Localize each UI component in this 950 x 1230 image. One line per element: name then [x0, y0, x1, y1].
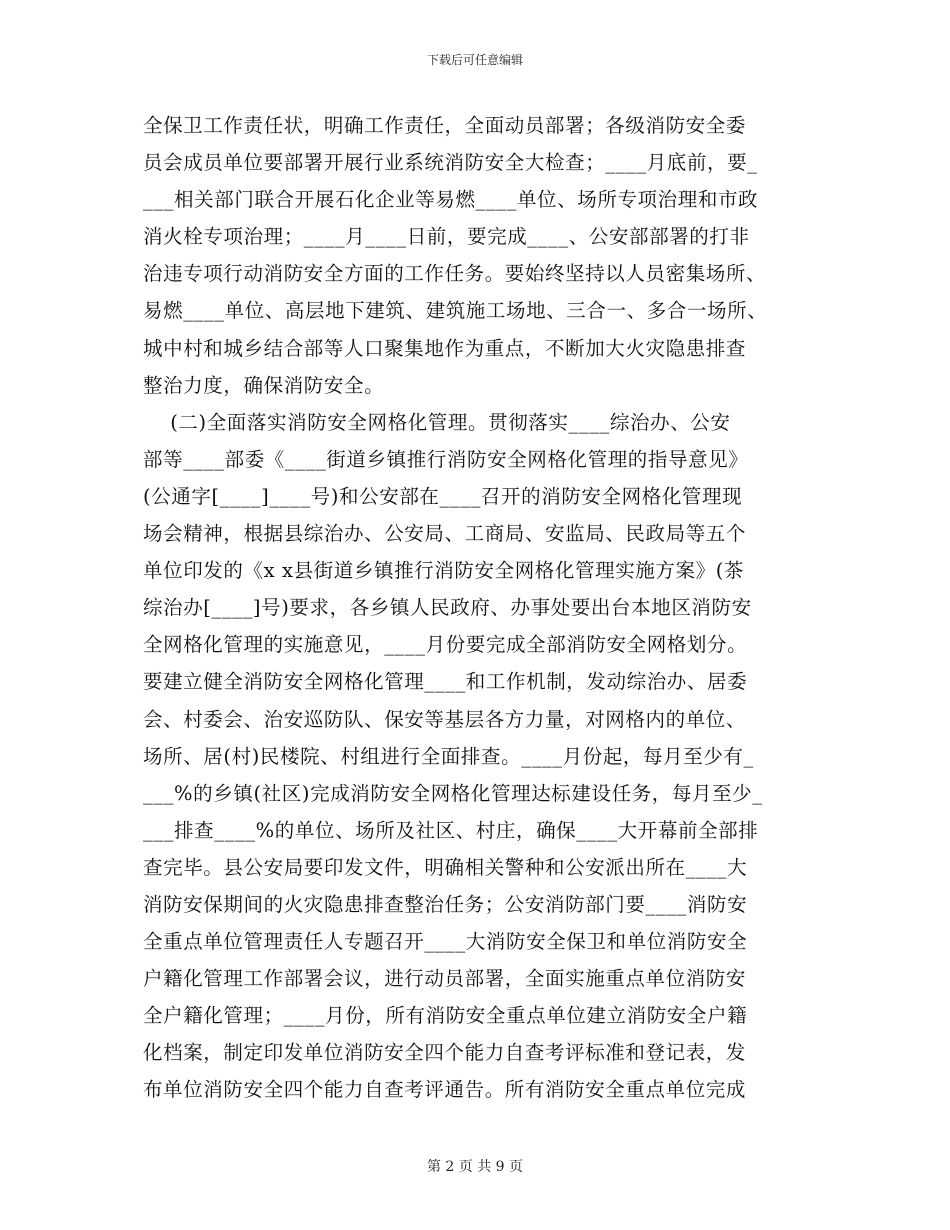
page-number: 第 2 页 共 9 页	[426, 1159, 524, 1175]
text-line: 员会成员单位要部署开展行业系统消防安全大检查；____月底前，要_	[143, 151, 758, 175]
text-line: ___排查____%的单位、场所及社区、村庄，确保____大开幕前全部排	[143, 818, 759, 842]
text-line: 城中村和城乡结合部等人口聚集地作为重点，不断加大火灾隐患排查	[143, 336, 747, 360]
text-line: 易燃____单位、高层地下建筑、建筑施工场地、三合一、多合一场所、	[143, 299, 768, 323]
text-line: 部等____部委《____街道乡镇推行消防安全网格化管理的指导意见》	[143, 447, 749, 471]
text-line: 场所、居(村)民楼院、村组进行全面排查。____月份起，每月至少有_	[143, 744, 754, 768]
text-line: 治违专项行动消防安全方面的工作任务。要始终坚持以人员密集场所、	[143, 262, 767, 286]
document-body	[143, 107, 807, 1109]
text-line: 单位印发的《x x县街道乡镇推行消防安全网格化管理实施方案》(茶	[143, 559, 745, 583]
text-line: 全户籍化管理；____月份，所有消防安全重点单位建立消防安全户籍	[143, 1004, 748, 1028]
text-line: 全重点单位管理责任人专题召开____大消防安全保卫和单位消防安全	[143, 930, 748, 954]
text-line: 消防安保期间的火灾隐患排查整治任务；公安消防部门要____消防安	[143, 892, 748, 916]
text-line: 要建立健全消防安全网格化管理____和工作机制，发动综治办、居委	[143, 670, 748, 694]
page-header-note: 下载后可任意编辑	[426, 53, 523, 67]
text-line: 布单位消防安全四个能力自查考评通告。所有消防安全重点单位完成	[143, 1078, 747, 1102]
text-line: (公通字[____]____号)和公安部在____召开的消防安全网格化管理现	[143, 484, 743, 508]
text-line: 消火栓专项治理；____月____日前，要完成____、公安部部署的打非	[143, 225, 750, 249]
text-line: (二)全面落实消防安全网格化管理。贯彻落实____综治办、公安	[143, 410, 731, 434]
text-line: 户籍化管理工作部署会议，进行动员部署，全面实施重点单位消防安	[143, 967, 747, 991]
text-line: 全保卫工作责任状，明确工作责任，全面动员部署；各级消防安全委	[143, 114, 747, 137]
text-line: 综治办[____]号)要求，各乡镇人民政府、办事处要出台本地区消防安	[143, 596, 752, 620]
text-line: 整治力度，确保消防安全。	[143, 373, 385, 397]
text-line: 会、村委会、治安巡防队、保安等基层各方力量，对网格内的单位、	[143, 707, 747, 731]
text-line: ___%的乡镇(社区)完成消防安全网格化管理达标建设任务，每月至少_	[143, 781, 763, 805]
text-line: ___相关部门联合开展石化企业等易燃____单位、场所专项治理和市政	[143, 188, 759, 212]
text-line: 场会精神，根据县综治办、公安局、工商局、安监局、民政局等五个	[143, 522, 747, 546]
text-line: 查完毕。县公安局要印发文件，明确相关警种和公安派出所在____大	[143, 855, 748, 879]
text-line: 全网格化管理的实施意见，____月份要完成全部消防安全网格划分。	[143, 633, 748, 657]
text-line: 化档案，制定印发单位消防安全四个能力自查考评标准和登记表，发	[143, 1041, 747, 1065]
